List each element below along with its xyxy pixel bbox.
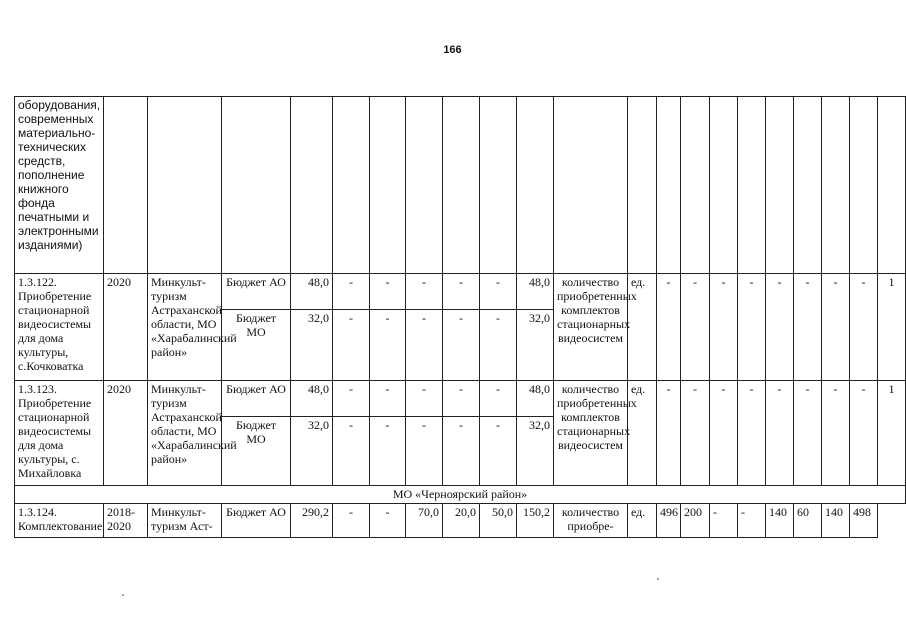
indicator-value: -	[738, 381, 766, 486]
funding-year-value: -	[443, 274, 480, 310]
funding-last-year: 48,0	[517, 381, 554, 417]
funding-year-value: -	[333, 274, 370, 310]
funding-source: Бюджет МО	[222, 417, 291, 486]
funding-source: Бюджет МО	[222, 310, 291, 381]
funding-year-value: 50,0	[480, 504, 517, 538]
indicator-value: 496	[657, 504, 681, 538]
indicator-value: -	[850, 381, 878, 486]
indicator-value: -	[738, 274, 766, 381]
indicator-unit: ед.	[628, 274, 657, 381]
section-row	[15, 486, 906, 504]
funding-year-value: -	[443, 310, 480, 381]
funding-year-value: -	[333, 417, 370, 486]
indicator-value: -	[822, 381, 850, 486]
funding-year-value: -	[406, 381, 443, 417]
indicator-value: -	[681, 274, 710, 381]
activity-executor: Минкульт-туризм Астраханской области, МО «Харабалинский район»	[148, 381, 222, 486]
funding-source: Бюджет АО	[222, 504, 291, 538]
indicator-value: 498	[850, 504, 878, 538]
funding-year-value: -	[370, 417, 406, 486]
indicator-value: 60	[794, 504, 822, 538]
indicator-name: количество приобретенных комплектов стационарных видеосистем	[554, 274, 628, 381]
indicator-value: -	[850, 274, 878, 381]
funding-total: 48,0	[291, 381, 333, 417]
indicator-value: -	[710, 504, 738, 538]
activity-years: 2020	[104, 274, 148, 381]
continuation-text: оборудования, современных материально-технических средств, пополнение книжного фонда печатными и электронными изданиями)	[15, 97, 104, 274]
indicator-value: 140	[766, 504, 794, 538]
page-number: 166	[443, 44, 462, 56]
activity-name: 1.3.124. Комплектование	[15, 504, 104, 538]
indicator-value: 1	[878, 274, 906, 381]
activity-executor: Минкульт-туризм Аст-	[148, 504, 222, 538]
indicator-value: -	[766, 381, 794, 486]
funding-year-value: -	[370, 381, 406, 417]
funding-year-value: -	[480, 310, 517, 381]
activity-name: 1.3.122. Приобретение стационарной видеосистемы для дома культуры, с.Кочковатка	[15, 274, 104, 381]
activity-name: 1.3.123. Приобретение стационарной видеосистемы для дома культуры, с. Михайловка	[15, 381, 104, 486]
indicator-value: 140	[822, 504, 850, 538]
funding-year-value: -	[333, 310, 370, 381]
funding-year-value: -	[406, 310, 443, 381]
indicator-value: -	[710, 381, 738, 486]
indicator-value: -	[738, 504, 766, 538]
funding-year-value: -	[406, 274, 443, 310]
funding-year-value: -	[370, 274, 406, 310]
indicator-value: 200	[681, 504, 710, 538]
funding-year-value: -	[480, 417, 517, 486]
funding-source: Бюджет АО	[222, 274, 291, 310]
funding-year-value: -	[370, 504, 406, 538]
indicator-name: количество приобре-	[554, 504, 628, 538]
activity-years: 2018-2020	[104, 504, 148, 538]
funding-year-value: -	[443, 417, 480, 486]
funding-total: 48,0	[291, 274, 333, 310]
indicator-value: -	[657, 381, 681, 486]
funding-year-value: -	[333, 504, 370, 538]
funding-year-value: -	[480, 381, 517, 417]
section-title: МО «Черноярский район»	[15, 486, 906, 504]
indicator-value: -	[766, 274, 794, 381]
indicator-value: 1	[878, 381, 906, 486]
indicator-unit: ед.	[628, 381, 657, 486]
funding-last-year: 32,0	[517, 310, 554, 381]
activity-executor: Минкульт-туризм Астраханской области, МО «Харабалинский район»	[148, 274, 222, 381]
funding-total: 32,0	[291, 417, 333, 486]
indicator-name: количество приобретенных комплектов стационарных видеосистем	[554, 381, 628, 486]
funding-total: 32,0	[291, 310, 333, 381]
funding-year-value: -	[443, 381, 480, 417]
continuation-row	[15, 97, 906, 274]
indicator-value: -	[657, 274, 681, 381]
funding-total: 290,2	[291, 504, 333, 538]
funding-last-year: 150,2	[517, 504, 554, 538]
funding-year-value: -	[406, 417, 443, 486]
indicator-value: -	[794, 274, 822, 381]
indicator-unit: ед.	[628, 504, 657, 538]
indicator-value: -	[822, 274, 850, 381]
scan-speck	[657, 578, 659, 580]
funding-year-value: 70,0	[406, 504, 443, 538]
funding-last-year: 48,0	[517, 274, 554, 310]
funding-year-value: -	[333, 381, 370, 417]
funding-year-value: 20,0	[443, 504, 480, 538]
scan-speck	[122, 594, 124, 596]
funding-source: Бюджет АО	[222, 381, 291, 417]
funding-year-value: -	[370, 310, 406, 381]
program-activities-table	[14, 96, 906, 538]
table-row	[15, 504, 906, 538]
table-row	[15, 381, 906, 417]
funding-last-year: 32,0	[517, 417, 554, 486]
indicator-value: -	[710, 274, 738, 381]
indicator-value: -	[681, 381, 710, 486]
indicator-value: -	[794, 381, 822, 486]
activity-years: 2020	[104, 381, 148, 486]
funding-year-value: -	[480, 274, 517, 310]
table-row	[15, 274, 906, 310]
